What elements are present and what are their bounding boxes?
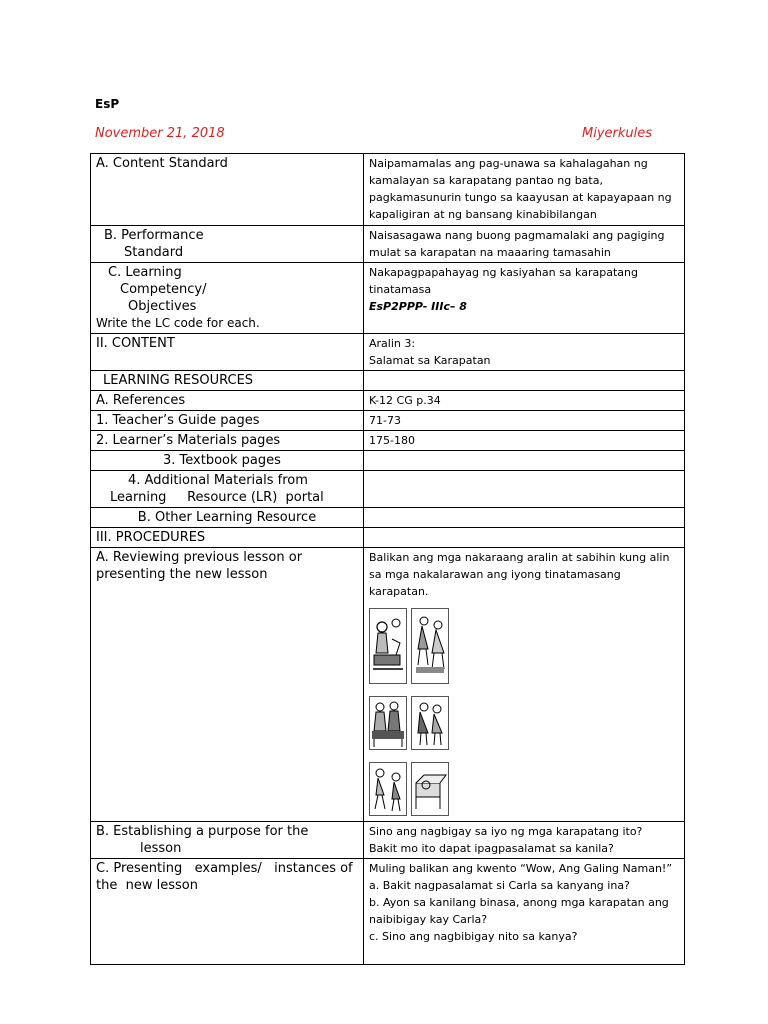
child-resting-illustration-icon xyxy=(411,762,449,816)
illustration-row xyxy=(369,608,449,684)
teachers-guide-label: 1. Teacher’s Guide pages xyxy=(91,411,364,431)
learners-materials-label: 2. Learner’s Materials pages xyxy=(91,431,364,451)
purpose-value xyxy=(364,822,685,859)
row-performance-standard xyxy=(91,226,685,263)
illustration-row xyxy=(369,696,449,750)
row-additional-materials xyxy=(91,471,685,508)
child-studying-illustration-icon xyxy=(369,608,407,684)
learning-resources-value xyxy=(364,371,685,391)
child-walking-illustration-icon xyxy=(369,762,407,816)
reviewing-value xyxy=(364,548,685,822)
performance-label-line1: B. Performance xyxy=(104,228,204,243)
competency-label-line2: Competency/ xyxy=(120,282,207,297)
purpose-label-line1: B. Establishing a purpose for the xyxy=(96,824,309,839)
row-reviewing xyxy=(91,548,685,822)
row-other-resources xyxy=(91,508,685,528)
textbook-label: 3. Textbook pages xyxy=(91,451,364,471)
procedures-value xyxy=(364,528,685,548)
illustration-row xyxy=(369,762,449,816)
learning-resources-label: LEARNING RESOURCES xyxy=(91,371,364,391)
additional-label-line2: Learning Resource (LR) portal xyxy=(110,490,324,505)
content-lesson-title: Salamat sa Karapatan xyxy=(369,354,491,367)
content-lesson-number: Aralin 3: xyxy=(369,337,416,350)
row-content xyxy=(91,334,685,371)
lc-code-note: Write the LC code for each. xyxy=(96,316,260,330)
purpose-label-line2: lesson xyxy=(140,841,182,856)
performance-standard-value: Naisasagawa nang buong pagmamalaki ang pagiging mulat sa karapatan na maaaring tamasahin xyxy=(364,226,685,263)
reviewing-label: A. Reviewing previous lesson or presenting the new lesson xyxy=(91,548,364,822)
lesson-day: Miyerkules xyxy=(582,126,653,141)
row-learning-resources xyxy=(91,371,685,391)
lesson-date: November 21, 2018 xyxy=(95,126,225,141)
family-meal-illustration-icon xyxy=(369,696,407,750)
content-label: II. CONTENT xyxy=(91,334,364,371)
other-resources-label: B. Other Learning Resource xyxy=(91,508,364,528)
presenting-label: C. Presenting examples/ instances of the new lesson xyxy=(91,859,364,965)
content-standard-label: A. Content Standard xyxy=(91,154,364,226)
row-learning-competency xyxy=(91,263,685,334)
presenting-question-a: a. Bakit nagpasalamat si Carla sa kanyang ina? xyxy=(369,879,630,892)
competency-label-line3: Objectives xyxy=(128,299,197,314)
presenting-question-b: b. Ayon sa kanilang binasa, anong mga karapatan ang naibibigay kay Carla? xyxy=(369,896,669,926)
textbook-value xyxy=(364,451,685,471)
row-purpose xyxy=(91,822,685,859)
subject-label: EsP xyxy=(95,97,120,111)
references-value: K-12 CG p.34 xyxy=(364,391,685,411)
learners-materials-value: 175-180 xyxy=(364,431,685,451)
content-standard-value: Naipamamalas ang pag-unawa sa kahalagahan ng kamalayan sa karapatang pantao ng bata, pagkamasunurin tungo sa kaayusan at kapayapaan ng kapaligiran at ng bansang kinabibilangan xyxy=(364,154,685,226)
purpose-question2: Bakit mo ito dapat ipagpasalamat sa kanila? xyxy=(369,842,614,855)
children-playing-illustration-icon xyxy=(411,608,449,684)
reviewing-instruction: Balikan ang mga nakaraang aralin at sabihin kung alin sa mga nakalarawan ang iyong tinatamasang karapatan. xyxy=(369,551,670,598)
row-learners-materials xyxy=(91,431,685,451)
references-label: A. References xyxy=(91,391,364,411)
row-procedures xyxy=(91,528,685,548)
additional-materials-label xyxy=(91,471,364,508)
lesson-plan-table xyxy=(90,153,685,965)
competency-text: Nakapagpapahayag ng kasiyahan sa karapatang tinatamasa xyxy=(369,266,638,296)
children-together-illustration-icon xyxy=(411,696,449,750)
presenting-question-c: c. Sino ang nagbibigay nito sa kanya? xyxy=(369,930,578,943)
rights-illustrations xyxy=(369,608,449,816)
competency-code: EsP2PPP- IIIc– 8 xyxy=(369,300,467,313)
content-value xyxy=(364,334,685,371)
purpose-label xyxy=(91,822,364,859)
additional-label-line1: 4. Additional Materials from xyxy=(128,473,308,488)
teachers-guide-value: 71-73 xyxy=(364,411,685,431)
row-presenting xyxy=(91,859,685,965)
performance-label-line2: Standard xyxy=(124,245,184,260)
row-teachers-guide xyxy=(91,411,685,431)
learning-competency-value xyxy=(364,263,685,334)
row-references xyxy=(91,391,685,411)
procedures-label: III. PROCEDURES xyxy=(91,528,364,548)
additional-materials-value xyxy=(364,471,685,508)
purpose-question1: Sino ang nagbigay sa iyo ng mga karapatang ito? xyxy=(369,825,643,838)
learning-competency-label xyxy=(91,263,364,334)
other-resources-value xyxy=(364,508,685,528)
presenting-story: Muling balikan ang kwento “Wow, Ang Galing Naman!” xyxy=(369,862,673,875)
competency-label-line1: C. Learning xyxy=(108,265,182,280)
row-content-standard xyxy=(91,154,685,226)
performance-standard-label xyxy=(91,226,364,263)
presenting-value xyxy=(364,859,685,965)
row-textbook xyxy=(91,451,685,471)
